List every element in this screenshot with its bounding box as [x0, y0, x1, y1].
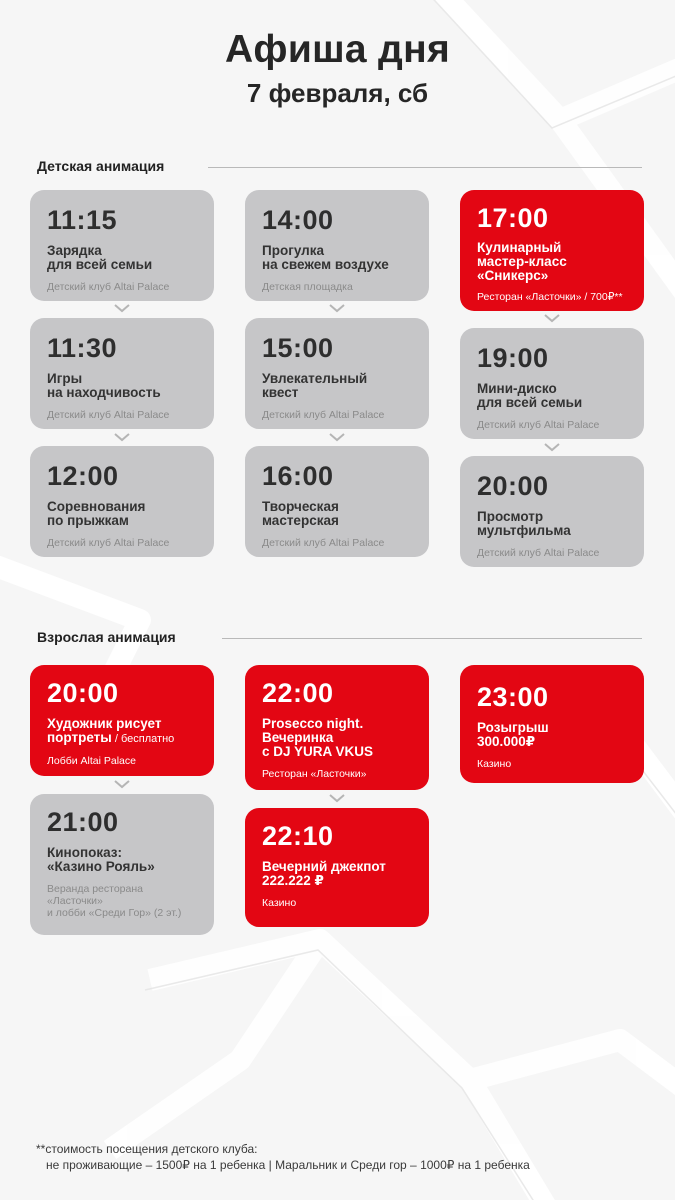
- event-place: Казино: [477, 758, 512, 770]
- footnote-line-2: не проживающие – 1500₽ на 1 ребенка | Маральник и Среди гор – 1000₽ на 1 ребенка: [46, 1158, 530, 1172]
- page-date: 7 февраля, сб: [246, 78, 429, 108]
- event-time: 17:00: [477, 203, 549, 233]
- chevron-down-icon: [329, 433, 345, 442]
- event-title: Кулинарный мастер-класс «Сникерс»: [477, 240, 567, 283]
- event-card[interactable]: [245, 190, 429, 301]
- event-time: 16:00: [262, 461, 334, 491]
- event-time: 20:00: [477, 471, 549, 501]
- event-title: Розыгрыш 300.000₽: [477, 720, 549, 749]
- event-title: Игры на находчивость: [47, 371, 161, 400]
- kids-section-rule: [208, 167, 642, 168]
- event-time: 11:15: [47, 205, 118, 235]
- event-card[interactable]: [30, 794, 214, 935]
- event-time: 12:00: [47, 461, 119, 491]
- event-title: Кинопоказ: «Казино Рояль»: [47, 845, 155, 874]
- page-title: Афиша дня: [224, 28, 451, 71]
- event-time: 23:00: [477, 682, 549, 712]
- event-title: Прогулка на свежем воздухе: [262, 243, 389, 272]
- chevron-down-icon: [329, 794, 345, 803]
- chevron-down-icon: [114, 304, 130, 313]
- event-place: Лобби Altai Palace: [47, 755, 136, 767]
- adults-section-rule: [222, 638, 642, 639]
- event-card-highlight[interactable]: [460, 665, 644, 783]
- event-card-highlight[interactable]: [30, 665, 214, 776]
- event-place: Казино: [262, 897, 297, 909]
- event-time: 22:10: [262, 821, 334, 851]
- kids-section-header: [37, 158, 642, 178]
- event-title: Просмотр мультфильма: [477, 509, 571, 538]
- event-place: Детский клуб Altai Palace: [47, 281, 170, 293]
- adults-section-header: [37, 629, 642, 649]
- event-time: 14:00: [262, 205, 334, 235]
- event-place: Детский клуб Altai Palace: [47, 409, 170, 421]
- event-place: Детский клуб Altai Palace: [262, 409, 385, 421]
- event-card-highlight[interactable]: [460, 190, 644, 311]
- event-card-highlight[interactable]: [245, 808, 429, 927]
- event-title: Увлекательный квест: [262, 371, 368, 400]
- event-card-highlight[interactable]: [245, 665, 429, 790]
- event-time: 15:00: [262, 333, 334, 363]
- event-time: 11:30: [47, 333, 118, 363]
- event-place: Детский клуб Altai Palace: [477, 547, 600, 559]
- event-time: 22:00: [262, 678, 334, 708]
- event-title: [47, 717, 204, 746]
- event-title: Творческая мастерская: [262, 499, 339, 528]
- event-card[interactable]: [460, 456, 644, 567]
- event-price-note: / бесплатно: [111, 733, 175, 745]
- event-time: 21:00: [47, 807, 119, 837]
- event-title: Соревнования по прыжкам: [47, 499, 146, 528]
- kids-section-label: Детская анимация: [37, 158, 165, 174]
- chevron-down-icon: [544, 443, 560, 452]
- event-title: Prosecco night. Вечеринка с DJ YURA VKUS: [262, 716, 374, 759]
- event-title-text: Художник рисует портреты: [47, 716, 162, 745]
- event-card[interactable]: [245, 318, 429, 429]
- price-footnote: [36, 1141, 530, 1173]
- chevron-down-icon: [329, 304, 345, 313]
- event-place: Ресторан «Ласточки» / 700₽**: [477, 291, 623, 303]
- event-place: Детский клуб Altai Palace: [262, 537, 385, 549]
- chevron-down-icon: [544, 314, 560, 323]
- event-card[interactable]: [30, 318, 214, 429]
- footnote-line-1: **стоимость посещения детского клуба:: [36, 1142, 258, 1156]
- event-place: Детский клуб Altai Palace: [477, 419, 600, 431]
- event-place: Детская площадка: [262, 281, 353, 293]
- chevron-down-icon: [114, 780, 130, 789]
- event-place: Ресторан «Ласточки»: [262, 768, 367, 780]
- event-time: 20:00: [47, 678, 119, 708]
- event-card[interactable]: [245, 446, 429, 557]
- event-place: Веранда ресторана «Ласточки» и лобби «Среди Гор» (2 эт.): [47, 883, 182, 919]
- adults-section-label: Взрослая анимация: [37, 629, 176, 645]
- event-place: Детский клуб Altai Palace: [47, 537, 170, 549]
- event-card[interactable]: [460, 328, 644, 439]
- event-card[interactable]: [30, 190, 214, 301]
- event-title: Зарядка для всей семьи: [47, 243, 153, 272]
- event-title: Вечерний джекпот 222.222 ₽: [262, 859, 386, 888]
- event-card[interactable]: [30, 446, 214, 557]
- event-time: 19:00: [477, 343, 549, 373]
- event-title: Мини-диско для всей семьи: [477, 381, 583, 410]
- chevron-down-icon: [114, 433, 130, 442]
